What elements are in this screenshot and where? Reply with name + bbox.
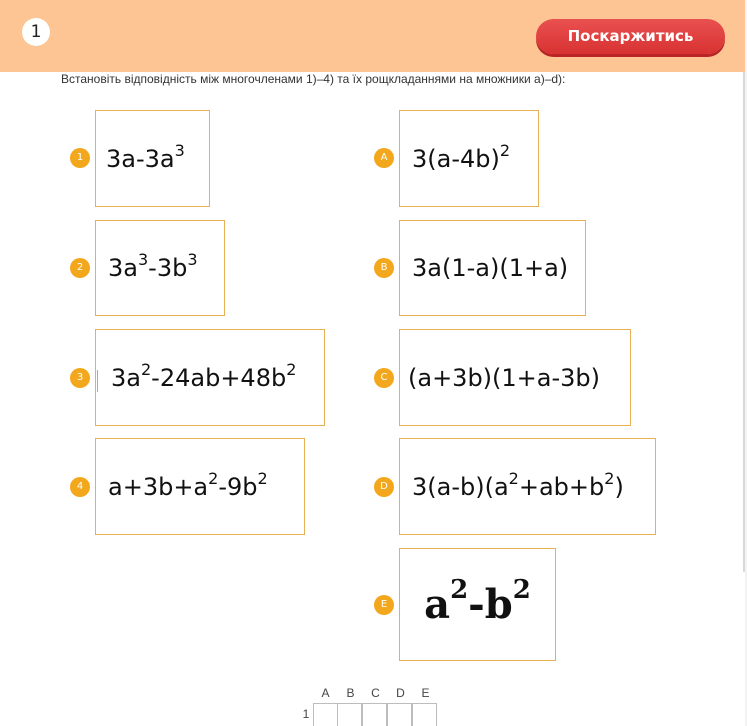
- expression-text: a+3b+a: [108, 472, 209, 501]
- grid-cell-1-d[interactable]: [387, 703, 412, 726]
- expression-text: -9b: [218, 472, 258, 501]
- right-badge-c: C: [374, 368, 394, 388]
- exponent: 2: [208, 468, 219, 488]
- right-expr-c: [400, 364, 600, 392]
- left-badge-1: 1: [70, 148, 90, 168]
- right-expr-e: [424, 575, 531, 628]
- right-expr-d: [400, 468, 624, 501]
- expression-text: +ab+b: [518, 472, 605, 501]
- grid-cell-1-c[interactable]: [362, 703, 387, 726]
- expression-text: 3(a-4b): [412, 144, 500, 173]
- right-badge-b: B: [374, 258, 394, 278]
- grid-col-c: C: [371, 686, 380, 700]
- right-badge-a: A: [374, 148, 394, 168]
- grid-col-e: E: [421, 686, 430, 700]
- exponent: 2: [450, 575, 469, 605]
- right-expr-b: [400, 254, 568, 282]
- expression-text: 3a: [108, 254, 138, 282]
- complain-button[interactable]: Поскаржитись: [536, 19, 725, 54]
- expression-text: 3(a-b)(a: [412, 472, 509, 501]
- expression-text: 3a: [111, 363, 141, 392]
- left-expr-1: [96, 140, 185, 173]
- question-instruction: Встановіть відповідність між многочленами 1)–4) та їх рощкладаннями на множники а)–d):: [61, 72, 566, 86]
- right-expr-a: [400, 140, 511, 173]
- exponent: 2: [286, 359, 297, 379]
- right-option-a: [399, 110, 539, 207]
- right-badge-d: D: [374, 477, 394, 497]
- grid-col-b: B: [346, 686, 355, 700]
- left-badge-2: 2: [70, 258, 90, 278]
- exponent: 3: [187, 250, 198, 269]
- exponent: 3: [137, 250, 149, 269]
- exponent: 2: [604, 468, 615, 488]
- exponent: 3: [174, 140, 185, 160]
- grid-cell-1-b[interactable]: [337, 703, 362, 726]
- grid-cell-1-a[interactable]: [313, 703, 338, 726]
- right-badge-e: E: [374, 595, 394, 615]
- expression-text: 3a(1-a)(1+a): [412, 254, 569, 282]
- left-option-4: [95, 438, 305, 535]
- grid-row-1: 1: [302, 707, 310, 721]
- expression-text: (a+3b)(1+a-3b): [408, 363, 601, 392]
- exponent: 2: [140, 359, 152, 379]
- grid-col-a: A: [321, 686, 330, 700]
- right-option-b: [399, 220, 586, 316]
- grid-col-d: D: [396, 686, 405, 700]
- exponent: 2: [512, 575, 531, 605]
- left-badge-3: 3: [70, 368, 90, 388]
- scrollbar[interactable]: [743, 72, 745, 572]
- exponent: 2: [257, 468, 268, 488]
- expression-text: 3a-3a: [106, 144, 175, 173]
- right-option-c: [399, 329, 631, 426]
- exponent: 2: [499, 140, 511, 160]
- left-expr-3: [96, 359, 297, 392]
- question-header: [0, 0, 745, 72]
- exponent: 2: [508, 468, 519, 488]
- text-cursor: [97, 370, 98, 392]
- grid-cell-1-e[interactable]: [412, 703, 437, 726]
- left-expr-2: [96, 250, 198, 282]
- expression-text: -24ab+48b: [151, 363, 287, 392]
- left-badge-4: 4: [70, 477, 90, 497]
- expression-text: ): [614, 472, 624, 501]
- left-option-1: [95, 110, 210, 207]
- left-option-2: [95, 220, 225, 316]
- left-expr-4: [96, 468, 268, 501]
- expression-text: a: [424, 581, 451, 628]
- expression-text: -b: [468, 581, 513, 628]
- right-option-d: [399, 438, 656, 535]
- question-number: 1: [22, 18, 50, 46]
- left-option-3: [95, 329, 325, 426]
- expression-text: -3b: [148, 254, 188, 282]
- right-option-e: [399, 548, 556, 661]
